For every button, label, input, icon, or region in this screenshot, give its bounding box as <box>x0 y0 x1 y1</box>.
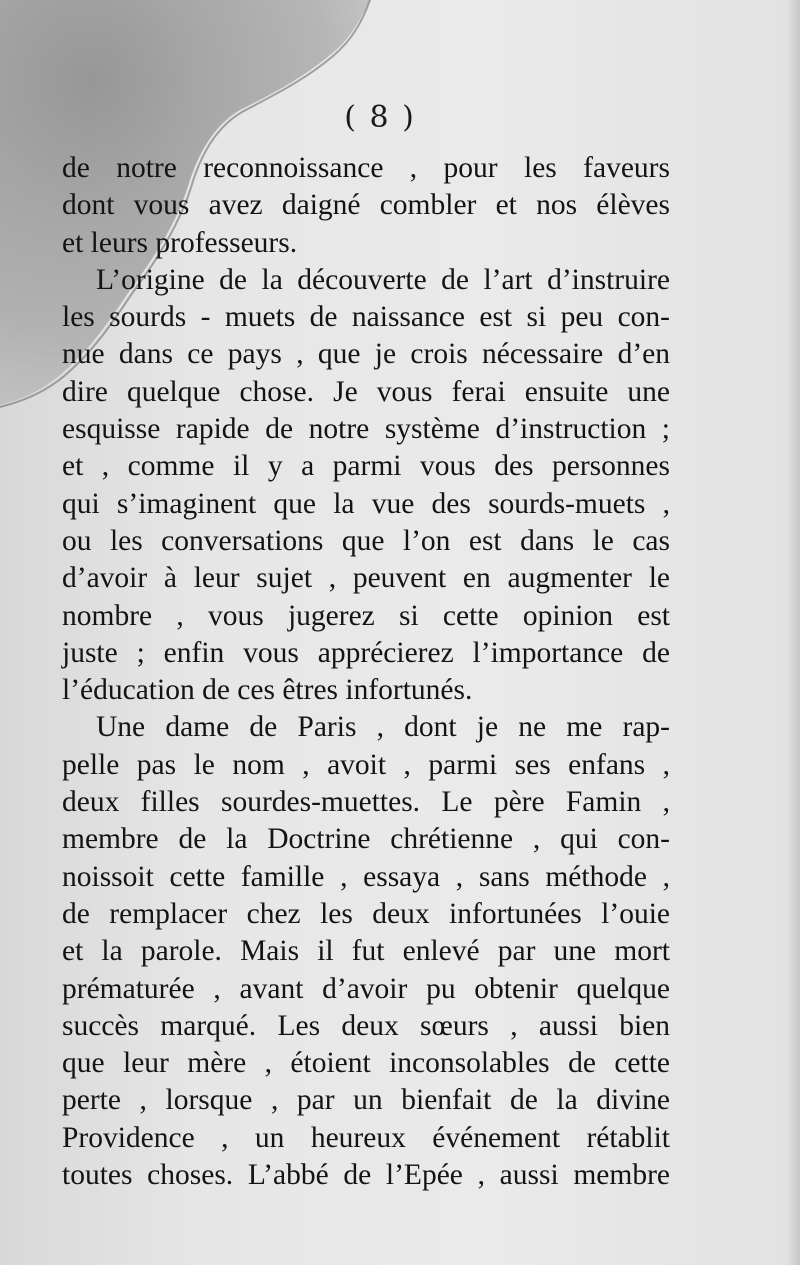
text-line: qui s’imaginent que la vue des sourds-muets , <box>62 487 670 520</box>
text-line: toutes choses. L’abbé de l’Epée , aussi membre <box>62 1159 670 1192</box>
page-edge-shadow <box>786 0 800 1265</box>
text-line: succès marqué. Les deux sœurs , aussi bien <box>62 1009 670 1042</box>
text-line: nue dans ce pays , que je crois nécessaire d’en <box>62 338 670 371</box>
text-line: les sourds - muets de naissance est si peu con- <box>62 301 670 334</box>
text-line: Providence , un heureux événement rétablit <box>62 1121 670 1154</box>
text-line: juste ; enfin vous apprécierez l’importance de <box>62 636 670 669</box>
text-line: prématurée , avant d’avoir pu obtenir quelque <box>62 972 670 1005</box>
text-line: et , comme il y a parmi vous des personnes <box>62 450 670 483</box>
text-line: esquisse rapide de notre système d’instruction ; <box>62 413 670 446</box>
text-line: nombre , vous jugerez si cette opinion est <box>62 599 670 632</box>
text-line: de remplacer chez les deux infortunées l’ouie <box>62 897 670 930</box>
text-line: l’éducation de ces êtres infortunés. <box>62 674 473 707</box>
text-line: et leurs professeurs. <box>62 226 298 259</box>
text-line: ou les conversations que l’on est dans le cas <box>62 524 670 557</box>
text-line: deux filles sourdes-muettes. Le père Famin , <box>62 786 670 819</box>
text-line: et la parole. Mais il fut enlevé par une mort <box>62 935 670 968</box>
text-line: noissoit cette famille , essaya , sans méthode , <box>62 860 670 893</box>
text-line: L’origine de la découverte de l’art d’instruire <box>96 263 670 296</box>
text-line: de notre reconnoissance , pour les faveurs <box>62 152 670 184</box>
text-line: dont vous avez daigné combler et nos élèves <box>62 189 670 222</box>
text-line: dire quelque chose. Je vous ferai ensuite une <box>62 375 670 408</box>
body-text <box>62 150 670 1194</box>
text-line: d’avoir à leur sujet , peuvent en augmenter le <box>62 562 670 595</box>
text-line: Une dame de Paris , dont je ne me rap- <box>96 711 670 744</box>
text-line: que leur mère , étoient inconsolables de cette <box>62 1047 670 1080</box>
text-line: pelle pas le nom , avoit , parmi ses enfans , <box>62 748 670 781</box>
text-line: membre de la Doctrine chrétienne , qui con- <box>62 823 670 856</box>
text-line: perte , lorsque , par un bienfait de la divine <box>62 1084 670 1117</box>
page-number: ( 8 ) <box>344 100 416 135</box>
